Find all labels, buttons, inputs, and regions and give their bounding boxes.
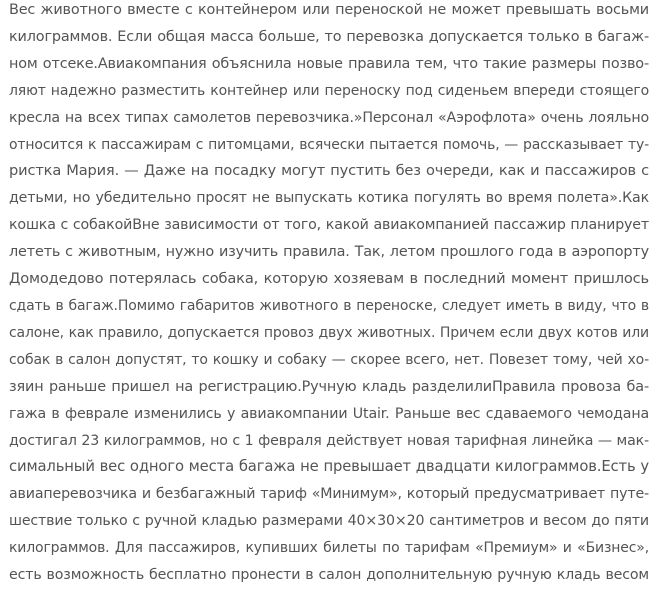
text-line: лететь с животным, нужно изучить правила. Так, летом прошлого года в аэропорту [9,244,649,261]
text-line: сдать в багаж.Помимо габаритов животного в переноске, следует иметь в виду, что в [9,297,649,314]
text-line: есть возможность бесплатно пронести в салон дополнительную ручную кладь весом [9,567,649,584]
text-line: авиаперевозчика и безбагажный тариф «Минимум», который предусматривает путе- [9,486,649,503]
text-line: салоне, как правило, допускается провоз двух животных. Причем если двух котов или [9,324,649,341]
text-line: ном отсеке.Авиакомпания объяснила новые правила тем, что такие размеры позво- [9,55,649,72]
text-line: килограммов. Для пассажиров, купивших билеты по тарифам «Премиум» и «Бизнес», [9,540,649,557]
text-line: ристка Мария. — Даже на посадку могут пустить без очереди, как и пассажиров с [9,162,649,180]
text-line: зяин раньше пришел на регистрацию.Ручную кладь разделилиПравила провоза ба- [9,378,649,395]
article-text [9,0,649,589]
text-line: симальный вес одного места багажа не превышает двадцати килограммов.Есть у [9,458,649,476]
text-line: ляют надежно разместить контейнер или переноску под сиденьем впереди стоящего [9,82,649,99]
text-line: относится к пассажирам с питомцами, всячески пытается помочь, — рассказывает ту- [9,136,649,153]
text-line: достигал 23 килограммов, но с 1 февраля действует новая тарифная линейка — мак- [9,432,649,449]
text-line: гажа в феврале изменились у авиакомпании Utair. Раньше вес сдаваемого чемодана [9,405,649,422]
text-line: детьми, но убедительно просят не выпускать котика погулять во время полета».Как [9,190,649,207]
text-line: шествие только с ручной кладью размерами 40×30×20 сантиметров и весом до пяти [9,513,649,530]
text-line: Вес животного вместе с контейнером или переноской не может превышать восьми [9,2,649,18]
text-line: кресла на всех типах самолетов перевозчика.»Персонал «Аэрофлота» очень лояльно [9,109,649,126]
text-line: килограммов. Если общая масса больше, то перевозка допускается только в багаж- [9,28,649,45]
text-line: Домодедово потерялась собака, которую хозяевам в последний момент пришлось [9,270,649,288]
text-line: собак в салон допустят, то кошку и собаку — скорее всего, нет. Повезет тому, чей хо- [9,351,649,368]
text-line: кошка с собакойВне зависимости от того, какой авиакомпанией пассажир планирует [9,217,649,234]
